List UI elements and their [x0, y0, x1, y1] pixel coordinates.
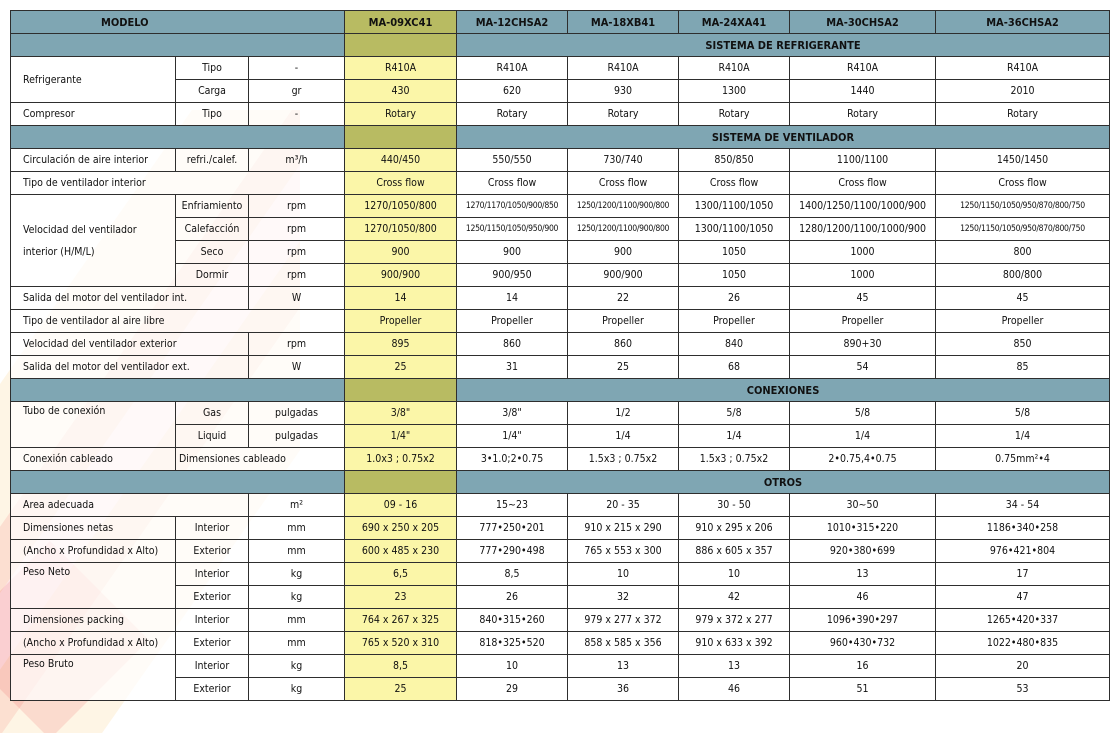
value-cell: Propeller [568, 310, 679, 333]
value-cell: 800/800 [936, 264, 1110, 287]
value-cell: R410A [790, 57, 936, 80]
value-cell: 1/4 [679, 425, 790, 448]
row-label: Conexión cableado [11, 448, 176, 471]
value-cell: 0.75mm²•4 [936, 448, 1110, 471]
row-unit: - [249, 103, 345, 126]
table-row [11, 517, 1110, 540]
value-cell: R410A [568, 57, 679, 80]
value-cell: 1270/1050/800 [345, 218, 457, 241]
value-cell: 930 [568, 80, 679, 103]
row-sublabel: Liquid [176, 425, 249, 448]
row-sublabel: Calefacción [176, 218, 249, 241]
value-cell: 6,5 [345, 563, 457, 586]
value-cell: Rotary [936, 103, 1110, 126]
row-sublabel: refri./calef. [176, 149, 249, 172]
row-unit: pulgadas [249, 425, 345, 448]
row-label: Salida del motor del ventilador int. [11, 287, 249, 310]
row-label: Peso Bruto [11, 655, 176, 701]
value-cell: 31 [457, 356, 568, 379]
row-label: (Ancho x Profundidad x Alto) [11, 632, 176, 655]
section-row [11, 471, 1110, 494]
value-cell: 1.5x3 ; 0.75x2 [568, 448, 679, 471]
row-unit: kg [249, 678, 345, 701]
value-cell: 900 [345, 241, 457, 264]
value-cell: R410A [457, 57, 568, 80]
value-cell: Cross flow [790, 172, 936, 195]
model-header: MA-24XA41 [679, 11, 790, 34]
value-cell: 3•1.0;2•0.75 [457, 448, 568, 471]
spec-table [10, 10, 1110, 701]
row-label [11, 195, 176, 287]
value-cell: 840 [679, 333, 790, 356]
value-cell: 10 [457, 655, 568, 678]
row-label: Area adecuada [11, 494, 249, 517]
value-cell: 16 [790, 655, 936, 678]
value-cell: 51 [790, 678, 936, 701]
value-cell: 53 [936, 678, 1110, 701]
value-cell: 1050 [679, 241, 790, 264]
value-cell: 860 [568, 333, 679, 356]
row-sublabel: Interior [176, 517, 249, 540]
value-cell: Rotary [568, 103, 679, 126]
value-cell: 900/900 [345, 264, 457, 287]
row-sublabel: Interior [176, 563, 249, 586]
row-sublabel: Dimensiones cableado [176, 448, 345, 471]
value-cell: 09 - 16 [345, 494, 457, 517]
model-header: MA-09XC41 [345, 11, 457, 34]
section-title: CONEXIONES [457, 379, 1110, 402]
value-cell: 23 [345, 586, 457, 609]
value-cell: 900 [457, 241, 568, 264]
value-cell: 45 [936, 287, 1110, 310]
row-unit: W [249, 287, 345, 310]
value-cell: 765 x 520 x 310 [345, 632, 457, 655]
row-unit: kg [249, 563, 345, 586]
row-unit: kg [249, 586, 345, 609]
value-cell: 1280/1200/1100/1000/900 [790, 218, 936, 241]
table-row [11, 402, 1110, 425]
value-cell: 1250/1150/1050/950/870/800/750 [936, 218, 1110, 241]
value-cell: 34 - 54 [936, 494, 1110, 517]
value-cell: 2010 [936, 80, 1110, 103]
row-sublabel: Tipo [176, 57, 249, 80]
row-unit: pulgadas [249, 402, 345, 425]
row-label: Peso Neto [11, 563, 176, 609]
value-cell: 42 [679, 586, 790, 609]
value-cell: 1440 [790, 80, 936, 103]
row-label: Tipo de ventilador al aire libre [11, 310, 345, 333]
section-title: SISTEMA DE VENTILADOR [457, 126, 1110, 149]
row-unit: gr [249, 80, 345, 103]
value-cell: 25 [345, 678, 457, 701]
value-cell: Propeller [345, 310, 457, 333]
table-row [11, 172, 1110, 195]
row-unit: mm [249, 517, 345, 540]
value-cell: 1000 [790, 264, 936, 287]
value-cell: 20 [936, 655, 1110, 678]
value-cell: 30 - 50 [679, 494, 790, 517]
value-cell: 13 [790, 563, 936, 586]
row-label-line: Velocidad del ventilador [23, 223, 137, 236]
value-cell: 910 x 633 x 392 [679, 632, 790, 655]
value-cell: Rotary [345, 103, 457, 126]
value-cell: 1265•420•337 [936, 609, 1110, 632]
row-unit: rpm [249, 195, 345, 218]
value-cell: 32 [568, 586, 679, 609]
value-cell: 3/8" [457, 402, 568, 425]
table-row [11, 310, 1110, 333]
value-cell: 15~23 [457, 494, 568, 517]
value-cell: 690 x 250 x 205 [345, 517, 457, 540]
value-cell: 979 x 372 x 277 [679, 609, 790, 632]
value-cell: 840•315•260 [457, 609, 568, 632]
value-cell: 860 [457, 333, 568, 356]
row-unit: mm [249, 632, 345, 655]
value-cell: 1/4" [345, 425, 457, 448]
value-cell: Rotary [679, 103, 790, 126]
row-label: Compresor [11, 103, 176, 126]
value-cell: 1/4 [568, 425, 679, 448]
value-cell: 25 [568, 356, 679, 379]
value-cell: 30~50 [790, 494, 936, 517]
table-row [11, 586, 1110, 609]
value-cell: Cross flow [679, 172, 790, 195]
value-cell: 8,5 [345, 655, 457, 678]
value-cell: 29 [457, 678, 568, 701]
table-row [11, 678, 1110, 701]
value-cell: 730/740 [568, 149, 679, 172]
value-cell: 1.5x3 ; 0.75x2 [679, 448, 790, 471]
row-unit: m² [249, 494, 345, 517]
value-cell: 890+30 [790, 333, 936, 356]
value-cell: 14 [457, 287, 568, 310]
row-unit: mm [249, 609, 345, 632]
row-label: Refrigerante [11, 57, 176, 103]
value-cell: R410A [679, 57, 790, 80]
section-title: OTROS [457, 471, 1110, 494]
value-cell: 1/4 [936, 425, 1110, 448]
row-label: Dimensiones netas [11, 517, 176, 540]
table-row [11, 218, 1110, 241]
table-row [11, 80, 1110, 103]
value-cell: 22 [568, 287, 679, 310]
table-row [11, 425, 1110, 448]
value-cell: Cross flow [568, 172, 679, 195]
row-sublabel: Exterior [176, 586, 249, 609]
section-row [11, 379, 1110, 402]
table-row [11, 448, 1110, 471]
value-cell: 800 [936, 241, 1110, 264]
row-sublabel: Tipo [176, 103, 249, 126]
value-cell: 1/4" [457, 425, 568, 448]
row-sublabel: Seco [176, 241, 249, 264]
value-cell: 440/450 [345, 149, 457, 172]
table-row [11, 609, 1110, 632]
value-cell: 900 [568, 241, 679, 264]
table-row [11, 540, 1110, 563]
value-cell: 858 x 585 x 356 [568, 632, 679, 655]
model-header: MA-12CHSA2 [457, 11, 568, 34]
value-cell: 550/550 [457, 149, 568, 172]
value-cell: Propeller [936, 310, 1110, 333]
table-row [11, 195, 1110, 218]
value-cell: 1250/1200/1100/900/800 [568, 195, 679, 218]
row-unit: m³/h [249, 149, 345, 172]
section-row [11, 34, 1110, 57]
value-cell: 1250/1150/1050/950/870/800/750 [936, 195, 1110, 218]
section-title: SISTEMA DE REFRIGERANTE [457, 34, 1110, 57]
value-cell: 20 - 35 [568, 494, 679, 517]
value-cell: 430 [345, 80, 457, 103]
model-header: MA-18XB41 [568, 11, 679, 34]
row-sublabel: Exterior [176, 678, 249, 701]
row-label: Tipo de ventilador interior [11, 172, 345, 195]
row-unit: kg [249, 655, 345, 678]
row-label: (Ancho x Profundidad x Alto) [11, 540, 176, 563]
table-row [11, 632, 1110, 655]
row-unit: mm [249, 540, 345, 563]
value-cell: Propeller [679, 310, 790, 333]
row-label: Circulación de aire interior [11, 149, 176, 172]
value-cell: 8,5 [457, 563, 568, 586]
value-cell: 5/8 [790, 402, 936, 425]
table-row [11, 103, 1110, 126]
value-cell: 54 [790, 356, 936, 379]
value-cell: 920•380•699 [790, 540, 936, 563]
row-sublabel: Exterior [176, 540, 249, 563]
value-cell: 1300 [679, 80, 790, 103]
value-cell: 1186•340•258 [936, 517, 1110, 540]
value-cell: 1100/1100 [790, 149, 936, 172]
value-cell: 46 [679, 678, 790, 701]
section-row [11, 126, 1110, 149]
value-cell: 979 x 277 x 372 [568, 609, 679, 632]
row-sublabel: Interior [176, 655, 249, 678]
value-cell: 14 [345, 287, 457, 310]
value-cell: 1000 [790, 241, 936, 264]
value-cell: 26 [457, 586, 568, 609]
value-cell: 17 [936, 563, 1110, 586]
row-sublabel: Gas [176, 402, 249, 425]
table-row [11, 494, 1110, 517]
value-cell: Propeller [457, 310, 568, 333]
value-cell: Cross flow [936, 172, 1110, 195]
row-unit: - [249, 57, 345, 80]
value-cell: 777•290•498 [457, 540, 568, 563]
row-sublabel: Carga [176, 80, 249, 103]
value-cell: 910 x 215 x 290 [568, 517, 679, 540]
value-cell: 764 x 267 x 325 [345, 609, 457, 632]
value-cell: 36 [568, 678, 679, 701]
table-row [11, 57, 1110, 80]
row-label: Velocidad del ventilador exterior [11, 333, 249, 356]
value-cell: 2•0.75,4•0.75 [790, 448, 936, 471]
value-cell: Cross flow [345, 172, 457, 195]
value-cell: Propeller [790, 310, 936, 333]
value-cell: 850/850 [679, 149, 790, 172]
value-cell: Cross flow [457, 172, 568, 195]
value-cell: 45 [790, 287, 936, 310]
table-row [11, 333, 1110, 356]
table-row [11, 655, 1110, 678]
value-cell: 1.0x3 ; 0.75x2 [345, 448, 457, 471]
value-cell: R410A [936, 57, 1110, 80]
row-label-line: interior (H/M/L) [23, 245, 95, 258]
value-cell: R410A [345, 57, 457, 80]
row-label: Dimensiones packing [11, 609, 176, 632]
value-cell: 960•430•732 [790, 632, 936, 655]
value-cell: 68 [679, 356, 790, 379]
row-unit: rpm [249, 241, 345, 264]
value-cell: 47 [936, 586, 1110, 609]
value-cell: 900/900 [568, 264, 679, 287]
value-cell: 976•421•804 [936, 540, 1110, 563]
value-cell: 1/4 [790, 425, 936, 448]
row-unit: rpm [249, 333, 345, 356]
value-cell: 1270/1050/800 [345, 195, 457, 218]
value-cell: 765 x 553 x 300 [568, 540, 679, 563]
value-cell: 1250/1200/1100/900/800 [568, 218, 679, 241]
value-cell: 1300/1100/1050 [679, 195, 790, 218]
value-cell: 1050 [679, 264, 790, 287]
row-label: Tubo de conexión [11, 402, 176, 448]
value-cell: 1010•315•220 [790, 517, 936, 540]
row-sublabel: Enfriamiento [176, 195, 249, 218]
header-row [11, 11, 1110, 34]
row-unit: W [249, 356, 345, 379]
value-cell: 1300/1100/1050 [679, 218, 790, 241]
value-cell: 1450/1450 [936, 149, 1110, 172]
model-header: MA-36CHSA2 [936, 11, 1110, 34]
table-row [11, 356, 1110, 379]
row-sublabel: Interior [176, 609, 249, 632]
row-sublabel: Exterior [176, 632, 249, 655]
table-row [11, 149, 1110, 172]
value-cell: 5/8 [679, 402, 790, 425]
value-cell: 46 [790, 586, 936, 609]
value-cell: 3/8" [345, 402, 457, 425]
row-unit: rpm [249, 264, 345, 287]
row-sublabel: Dormir [176, 264, 249, 287]
header-title: MODELO [11, 11, 345, 34]
value-cell: 910 x 295 x 206 [679, 517, 790, 540]
value-cell: 5/8 [936, 402, 1110, 425]
value-cell: 1022•480•835 [936, 632, 1110, 655]
table-row [11, 287, 1110, 310]
value-cell: 886 x 605 x 357 [679, 540, 790, 563]
value-cell: 1400/1250/1100/1000/900 [790, 195, 936, 218]
value-cell: 13 [679, 655, 790, 678]
value-cell: 818•325•520 [457, 632, 568, 655]
table-row [11, 563, 1110, 586]
value-cell: 777•250•201 [457, 517, 568, 540]
value-cell: 850 [936, 333, 1110, 356]
value-cell: 26 [679, 287, 790, 310]
table-row [11, 241, 1110, 264]
value-cell: 10 [568, 563, 679, 586]
value-cell: Rotary [790, 103, 936, 126]
value-cell: 900/950 [457, 264, 568, 287]
row-label: Salida del motor del ventilador ext. [11, 356, 249, 379]
value-cell: 13 [568, 655, 679, 678]
value-cell: 10 [679, 563, 790, 586]
row-unit: rpm [249, 218, 345, 241]
value-cell: 1250/1150/1050/950/900 [457, 218, 568, 241]
value-cell: 1/2 [568, 402, 679, 425]
value-cell: Rotary [457, 103, 568, 126]
model-header: MA-30CHSA2 [790, 11, 936, 34]
value-cell: 85 [936, 356, 1110, 379]
value-cell: 1270/1170/1050/900/850 [457, 195, 568, 218]
value-cell: 600 x 485 x 230 [345, 540, 457, 563]
value-cell: 1096•390•297 [790, 609, 936, 632]
value-cell: 25 [345, 356, 457, 379]
value-cell: 895 [345, 333, 457, 356]
table-row [11, 264, 1110, 287]
value-cell: 620 [457, 80, 568, 103]
